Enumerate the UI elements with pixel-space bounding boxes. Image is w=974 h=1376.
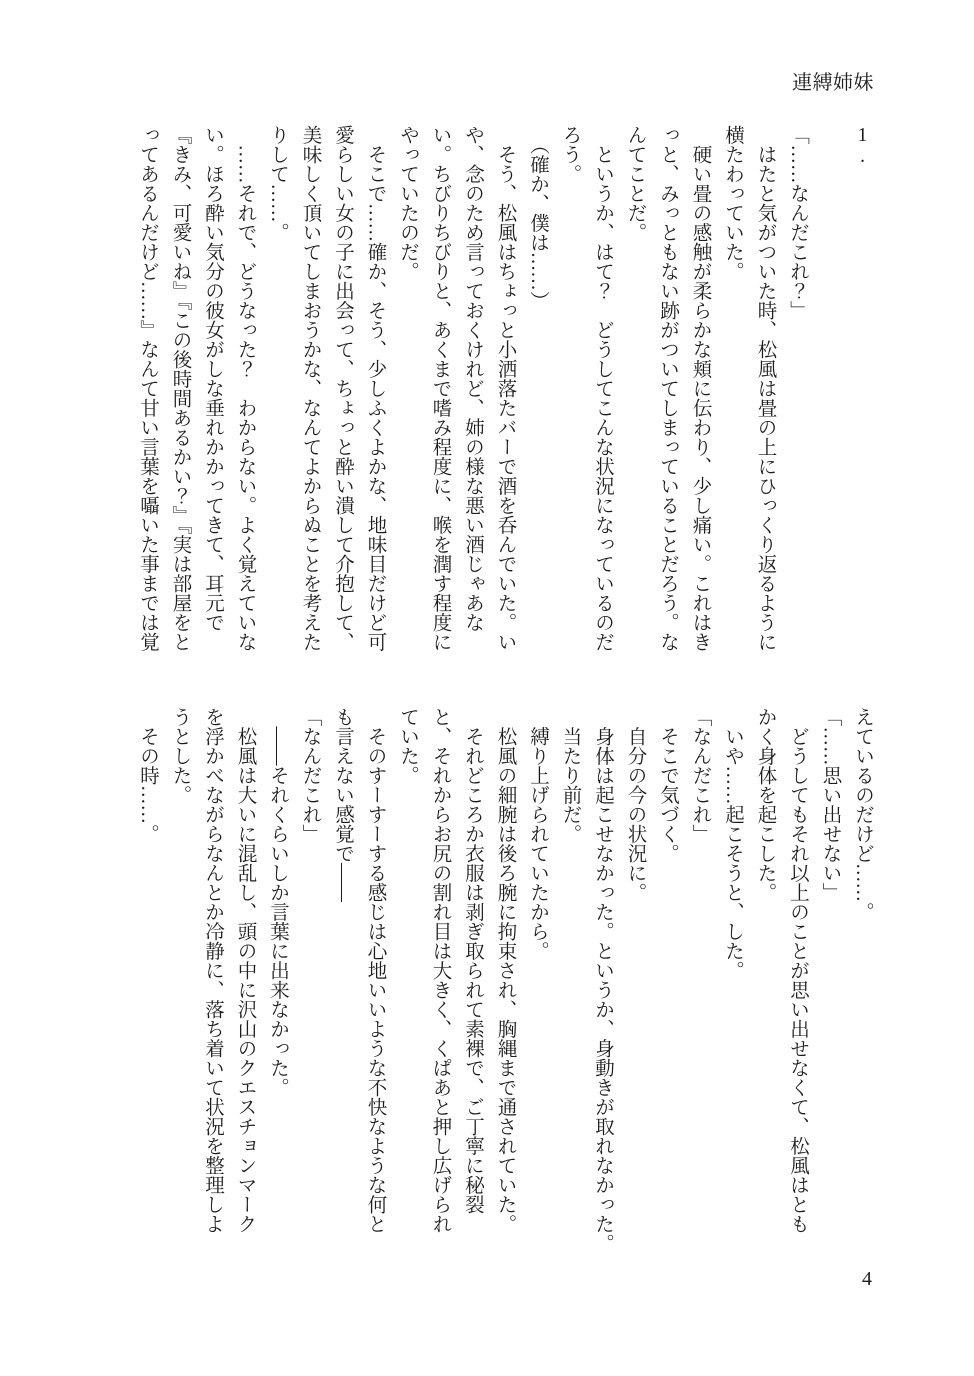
text-block-top [131, 125, 879, 652]
text-line: 身体は起こせなかった。というか、身動きが取れなかった。 [592, 707, 613, 1253]
text-line: 硬い畳の感触が柔らかな頬に伝わり、少し痛い。これはき [689, 125, 711, 652]
chapter-number: 1. [852, 125, 873, 167]
text-line: 『きみ、可愛いね』『この後時間あるかい？』『実は部屋をと [169, 125, 191, 652]
text-line: えているのだけど……。 [852, 707, 873, 922]
text-line: 松風の細腕は後ろ腕に拘束され、胸縄まで通されていた。 [494, 707, 516, 1234]
text-line: 自分の今の状況に。 [624, 707, 646, 902]
text-line: そこで……確か、そう、少しふくよかな、地味目だけど可 [364, 125, 386, 652]
text-line: 「なんだこれ」 [299, 707, 321, 844]
text-line: そのすーすーする感じは心地いいような不快なような何と [364, 707, 386, 1234]
text-line: 当たり前だ。 [559, 707, 581, 844]
text-line: かく身体を起こした。 [754, 707, 776, 902]
text-line: と、それからお尻の割れ目は大きく、くぱあと押し広げられ [429, 707, 451, 1234]
text-line: い。ほろ酔い気分の彼女がしな垂れかかってきて、耳元で [202, 125, 223, 632]
text-line: っと、みっともない跡がついてしまっていることだろう。な [657, 125, 678, 652]
text-line: んてことだ。 [624, 125, 646, 242]
text-line: そこで気づく。 [657, 707, 678, 863]
text-line: その時……。 [137, 707, 158, 844]
page-number: 4 [862, 1268, 872, 1290]
text-line: ってあるんだけど……』なんて甘い言葉を囁いた事までは覚 [137, 125, 158, 652]
text-line: 「……思い出せない」 [819, 707, 841, 902]
text-line: や、念のため言っておくけれど、姉の様な悪い酒じゃあな [462, 125, 483, 632]
text-line: そう、松風はちょっと小洒落たバーで酒を呑んでいた。い [494, 125, 516, 652]
text-line: ――それくらいしか言葉に出来なかった。 [267, 707, 288, 1097]
text-line: い。ちびりちびりと、あくまで嗜み程度に、喉を潤す程度に [429, 125, 451, 652]
text-line: やっていたのだ。 [397, 125, 418, 281]
text-line: どうしてもそれ以上のことが思い出せなくて、松風はとも [787, 707, 808, 1234]
text-line: それどころか衣服は剥ぎ取られて素裸で、ご丁寧に秘裂 [462, 707, 483, 1214]
text-line: 縛り上げられていたから。 [527, 707, 548, 961]
text-line: 「……なんだこれ？」 [787, 125, 808, 320]
text-line: 「なんだこれ」 [689, 707, 711, 844]
text-line: 横たわっていた。 [722, 125, 743, 281]
text-line: 美味しく頂いてしまおうかな、なんてよからぬことを考えた [299, 125, 321, 652]
text-line: ていた。 [397, 707, 418, 785]
text-block-bottom [131, 707, 879, 1253]
text-line: はたと気がついた時、松風は畳の上にひっくり返るように [754, 125, 776, 652]
text-line: ……それで、どうなった？ わからない。よく覚えていな [234, 125, 256, 652]
text-line: も言えない感覚で―― [332, 707, 353, 902]
text-line: うとした。 [169, 707, 191, 805]
blank-line [813, 125, 846, 652]
running-header-title: 連縛姉妹 [792, 72, 874, 94]
text-line: ろう。 [559, 125, 581, 184]
text-line: というか、はて？ どうしてこんな状況になっているのだ [592, 125, 613, 652]
text-line: を浮かべながらなんとか冷静に、落ち着いて状況を整理しよ [202, 707, 223, 1234]
text-line: いや……起こそうと、した。 [722, 707, 743, 980]
text-line: 愛らしい女の子に出会って、ちょっと酔い潰して介抱して、 [332, 125, 353, 652]
text-line: 松風は大いに混乱し、頭の中に沢山のクエスチョンマーク [234, 707, 256, 1234]
text-line: りして……。 [267, 125, 288, 242]
text-line: （確か、僕は……） [527, 125, 548, 311]
